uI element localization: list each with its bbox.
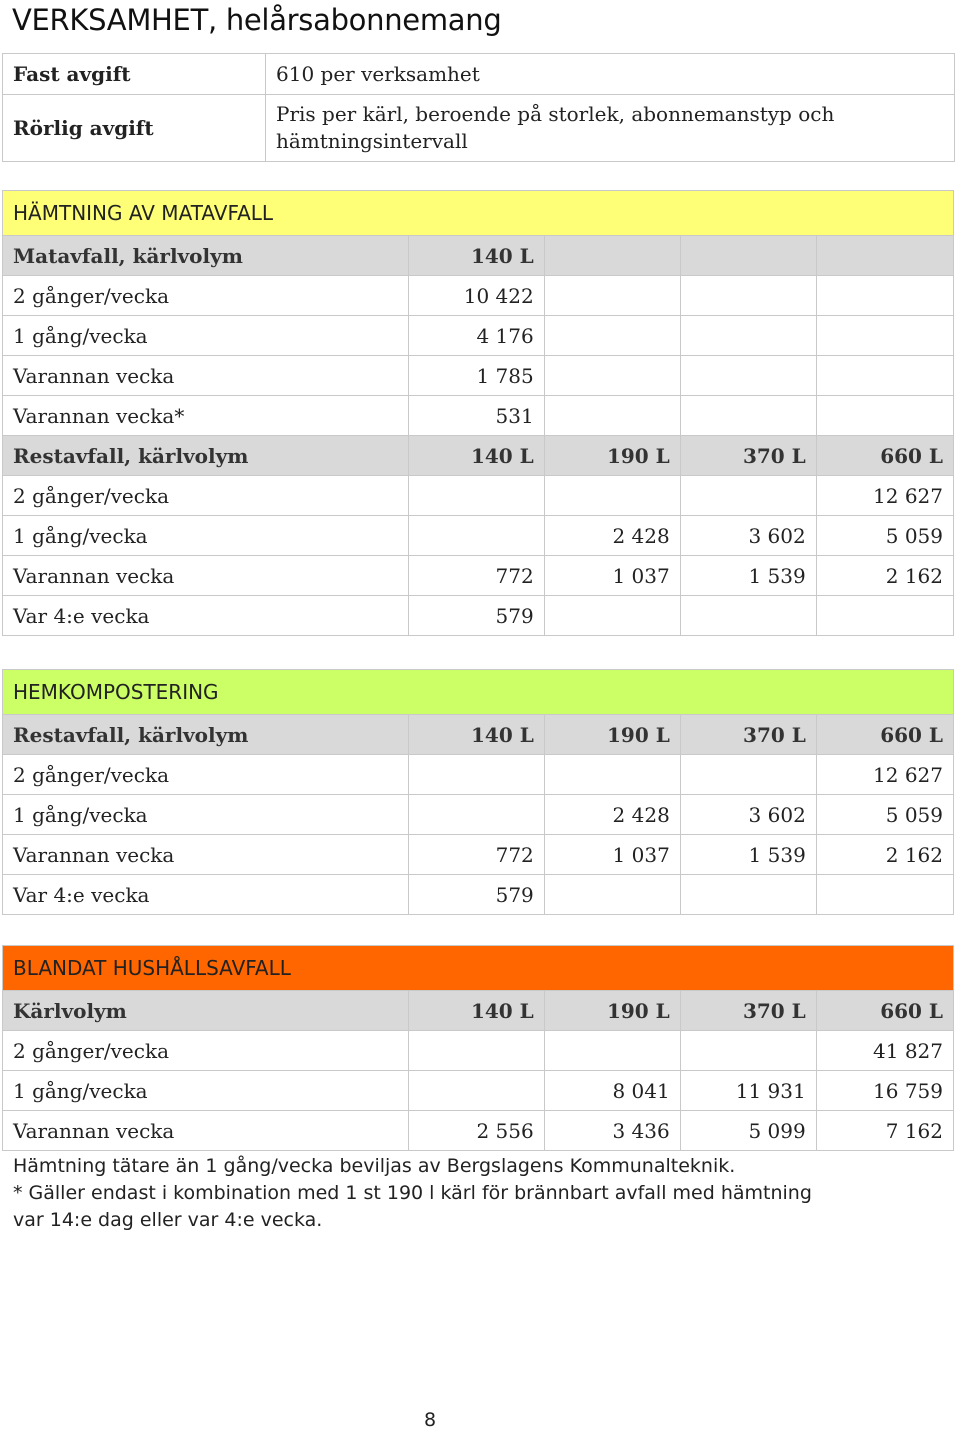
row-label: Matavfall, kärlvolym <box>3 236 409 276</box>
value-cell: 10 422 <box>408 276 544 316</box>
value-cell <box>680 276 816 316</box>
table-header-row <box>3 436 954 476</box>
value-cell: 190 L <box>544 715 680 755</box>
value-cell: 3 602 <box>680 795 816 835</box>
value-cell: 140 L <box>408 991 544 1031</box>
value-cell <box>680 316 816 356</box>
table-row <box>3 596 954 636</box>
row-label: Var 4:e vecka <box>3 875 409 915</box>
value-cell: 370 L <box>680 991 816 1031</box>
value-cell <box>680 236 816 276</box>
value-cell: 579 <box>408 596 544 636</box>
page-number: 8 <box>423 1409 437 1431</box>
value-cell <box>544 316 680 356</box>
footnotes <box>13 1153 812 1234</box>
value-cell <box>544 596 680 636</box>
value-cell: 370 L <box>680 436 816 476</box>
value-cell <box>816 356 953 396</box>
table-header-row <box>3 715 954 755</box>
row-label: 1 gång/vecka <box>3 795 409 835</box>
row-label: Kärlvolym <box>3 991 409 1031</box>
row-label: 2 gånger/vecka <box>3 276 409 316</box>
footnote: Hämtning tätare än 1 gång/vecka beviljas av Bergslagens Kommunalteknik. <box>13 1155 736 1177</box>
value-cell: 2 162 <box>816 556 953 596</box>
value-cell: 16 759 <box>816 1071 953 1111</box>
value-cell: 4 176 <box>408 316 544 356</box>
row-label: Var 4:e vecka <box>3 596 409 636</box>
value-cell: 5 099 <box>680 1111 816 1151</box>
value-cell: 772 <box>408 556 544 596</box>
value-cell <box>816 276 953 316</box>
value-cell: 3 436 <box>544 1111 680 1151</box>
section-band <box>3 670 954 715</box>
value-cell <box>680 755 816 795</box>
value-cell <box>544 396 680 436</box>
value-cell <box>408 755 544 795</box>
section-table <box>2 945 954 1151</box>
value-cell <box>816 875 953 915</box>
value-cell: 772 <box>408 835 544 875</box>
section-table <box>2 190 954 636</box>
table-header-row <box>3 236 954 276</box>
value-cell <box>408 476 544 516</box>
fee-value-line: hämtningsintervall <box>276 129 468 153</box>
section-table <box>2 669 954 915</box>
value-cell <box>680 1031 816 1071</box>
value-cell <box>408 1071 544 1111</box>
value-cell: 2 556 <box>408 1111 544 1151</box>
value-cell: 7 162 <box>816 1111 953 1151</box>
footnote: * Gäller endast i kombination med 1 st 190 l kärl för brännbart avfall med hämtning <box>13 1182 812 1204</box>
value-cell: 140 L <box>408 715 544 755</box>
row-label: 2 gånger/vecka <box>3 1031 409 1071</box>
table-header-row <box>3 991 954 1031</box>
row-label: 2 gånger/vecka <box>3 755 409 795</box>
table-row <box>3 755 954 795</box>
value-cell: 5 059 <box>816 516 953 556</box>
section-title: BLANDAT HUSHÅLLSAVFALL <box>3 946 954 991</box>
table-row <box>3 356 954 396</box>
row-label: Restavfall, kärlvolym <box>3 715 409 755</box>
fee-value <box>266 95 955 162</box>
value-cell <box>816 396 953 436</box>
value-cell <box>816 316 953 356</box>
value-cell: 2 428 <box>544 516 680 556</box>
page-title: VERKSAMHET, helårsabonnemang <box>12 3 502 37</box>
value-cell: 531 <box>408 396 544 436</box>
fee-value-line: Pris per kärl, beroende på storlek, abonnemanstyp och <box>276 102 835 126</box>
value-cell: 1 539 <box>680 556 816 596</box>
value-cell: 5 059 <box>816 795 953 835</box>
row-label: Varannan vecka* <box>3 396 409 436</box>
table-row <box>3 316 954 356</box>
fee-row <box>3 95 955 162</box>
section-band <box>3 946 954 991</box>
value-cell <box>816 596 953 636</box>
value-cell <box>680 356 816 396</box>
value-cell: 370 L <box>680 715 816 755</box>
value-cell <box>544 356 680 396</box>
value-cell <box>544 1031 680 1071</box>
table-row <box>3 556 954 596</box>
value-cell: 660 L <box>816 715 953 755</box>
value-cell: 1 037 <box>544 556 680 596</box>
row-label: 1 gång/vecka <box>3 1071 409 1111</box>
value-cell <box>816 236 953 276</box>
section-band <box>3 191 954 236</box>
table-row <box>3 795 954 835</box>
value-cell: 11 931 <box>680 1071 816 1111</box>
value-cell: 1 539 <box>680 835 816 875</box>
footnote: var 14:e dag eller var 4:e vecka. <box>13 1209 323 1231</box>
value-cell <box>544 875 680 915</box>
value-cell: 1 037 <box>544 835 680 875</box>
value-cell <box>544 476 680 516</box>
row-label: 2 gånger/vecka <box>3 476 409 516</box>
value-cell: 3 602 <box>680 516 816 556</box>
value-cell: 660 L <box>816 991 953 1031</box>
row-label: 1 gång/vecka <box>3 516 409 556</box>
value-cell <box>408 1031 544 1071</box>
section-title: HEMKOMPOSTERING <box>3 670 954 715</box>
value-cell <box>680 596 816 636</box>
row-label: Varannan vecka <box>3 556 409 596</box>
value-cell <box>544 276 680 316</box>
value-cell <box>680 476 816 516</box>
value-cell <box>408 516 544 556</box>
fee-value: 610 per verksamhet <box>266 54 955 95</box>
value-cell: 41 827 <box>816 1031 953 1071</box>
row-label: Varannan vecka <box>3 835 409 875</box>
value-cell: 2 428 <box>544 795 680 835</box>
fee-row <box>3 54 955 95</box>
fee-label: Fast avgift <box>3 54 266 95</box>
row-label: 1 gång/vecka <box>3 316 409 356</box>
value-cell: 660 L <box>816 436 953 476</box>
fee-table <box>2 53 955 162</box>
row-label: Restavfall, kärlvolym <box>3 436 409 476</box>
row-label: Varannan vecka <box>3 356 409 396</box>
value-cell <box>544 755 680 795</box>
value-cell: 12 627 <box>816 755 953 795</box>
table-row <box>3 1031 954 1071</box>
value-cell <box>408 795 544 835</box>
table-row <box>3 396 954 436</box>
value-cell <box>544 236 680 276</box>
value-cell: 1 785 <box>408 356 544 396</box>
table-row <box>3 1071 954 1111</box>
fee-label: Rörlig avgift <box>3 95 266 162</box>
value-cell: 579 <box>408 875 544 915</box>
table-row <box>3 516 954 556</box>
value-cell: 8 041 <box>544 1071 680 1111</box>
value-cell: 190 L <box>544 991 680 1031</box>
value-cell: 140 L <box>408 436 544 476</box>
table-row <box>3 835 954 875</box>
value-cell: 12 627 <box>816 476 953 516</box>
table-row <box>3 476 954 516</box>
value-cell <box>680 875 816 915</box>
table-row <box>3 276 954 316</box>
row-label: Varannan vecka <box>3 1111 409 1151</box>
value-cell: 140 L <box>408 236 544 276</box>
value-cell <box>680 396 816 436</box>
table-row <box>3 1111 954 1151</box>
table-row <box>3 875 954 915</box>
section-title: HÄMTNING AV MATAVFALL <box>3 191 954 236</box>
value-cell: 190 L <box>544 436 680 476</box>
value-cell: 2 162 <box>816 835 953 875</box>
